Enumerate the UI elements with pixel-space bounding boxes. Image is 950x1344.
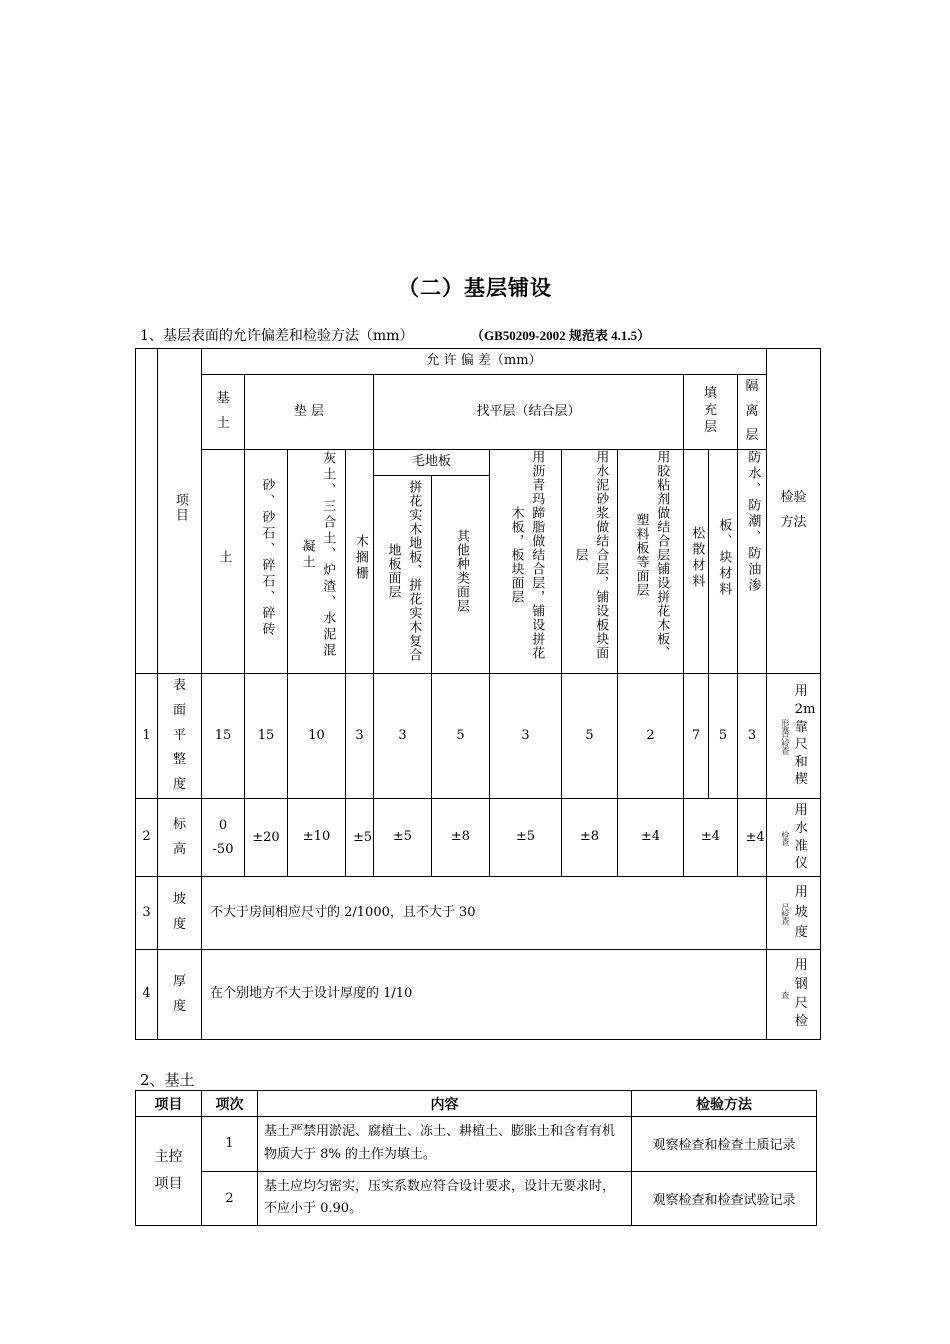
item-header: 项目 xyxy=(158,349,202,674)
subcol-shuini: 用水泥砂浆做结合层，铺设板块面层 xyxy=(562,450,618,674)
group-zhaoping: 找平层（结合层） xyxy=(374,375,684,450)
table-row: 1 表面平整度 15 15 10 3 3 5 3 5 2 7 5 3 形塞尺检查 用2m靠尺和楔 xyxy=(136,674,821,799)
group-tianchong: 填充层 xyxy=(684,375,738,450)
method-header: 检验方法 xyxy=(767,349,821,674)
allowed-deviation-header: 允 许 偏 差（mm） xyxy=(202,349,767,375)
table-row: 2 标高 0 -50 ±20 ±10 ±5 ±5 ±8 ±5 ±8 ±4 ±4 ±4 检查 用水准仪 xyxy=(136,799,821,877)
group-dianceng: 垫 层 xyxy=(245,375,374,450)
group-label: 主控项目 xyxy=(136,1117,202,1226)
number-header xyxy=(136,349,158,674)
jitu-table xyxy=(135,1090,817,1226)
subcol-huitu: 灰土、三合土、炉渣、水泥混凝土 xyxy=(288,450,346,674)
subcol-pinhua: 拼花实木地板、拼花实木复合地板面层 xyxy=(374,476,432,674)
subcol-tu: 土 xyxy=(202,450,245,674)
header-item: 项目 xyxy=(136,1091,202,1117)
subcol-jiaonian: 用胶粘剂做结合层铺设拼花木板、塑料板等面层 xyxy=(618,450,684,674)
table-row: 主控项目 1 基土严禁用淤泥、腐植土、冻土、耕植土、膨胀土和含有有机物质大于 8% 的土作为填土。 观察检查和检查土质记录 xyxy=(136,1117,817,1172)
method-cell: 形塞尺检查 用2m靠尺和楔 xyxy=(767,674,821,799)
group-geli: 隔离层 xyxy=(738,375,767,450)
subcol-songsan: 松散材料 xyxy=(684,450,709,674)
header-method: 检验方法 xyxy=(632,1091,817,1117)
subcol-fangshui: 防水、防潮、防油渗 xyxy=(738,450,767,674)
header-content: 内容 xyxy=(258,1091,632,1117)
method-cell: 尺检查 用坡度 xyxy=(767,877,821,950)
tolerance-table xyxy=(135,348,821,1040)
subcol-bankuai: 板、块材料 xyxy=(709,450,738,674)
subcol-mujisha: 木搁栅 xyxy=(346,450,374,674)
table-row: 3 坡度 不大于房间相应尺寸的 2/1000，且不大于 30 尺检查 用坡度 xyxy=(136,877,821,950)
section-1-title: 1、基层表面的允许偏差和检验方法（mm） xyxy=(140,328,414,344)
standard-reference: （GB50209-2002 规范表 4.1.5） xyxy=(477,328,651,343)
section-1-heading xyxy=(140,325,650,345)
subcol-qita: 其他种类面层 xyxy=(432,476,490,674)
header-no: 项次 xyxy=(202,1091,258,1117)
group-jitu: 基土 xyxy=(202,375,245,450)
subcol-liqing: 用沥青玛蹄脂做结合层，铺设拼花木板，板块面层 xyxy=(490,450,562,674)
method-cell: 检查 用水准仪 xyxy=(767,799,821,877)
method-cell: 查 用钢尺检 xyxy=(767,950,821,1040)
table-row: 2 基土应均匀密实，压实系数应符合设计要求，设计无要求时，不应小于 0.90。 观察检查和检查试验记录 xyxy=(136,1171,817,1226)
section-2-heading: 2、基土 xyxy=(140,1071,195,1089)
page-title: （二）基层铺设 xyxy=(398,275,552,300)
table-row: 4 厚度 在个别地方不大于设计厚度的 1/10 查 用钢尺检 xyxy=(136,950,821,1040)
maodiban-header: 毛地板 xyxy=(374,450,490,476)
subcol-sha: 砂、砂石、碎石、碎砖 xyxy=(245,450,288,674)
